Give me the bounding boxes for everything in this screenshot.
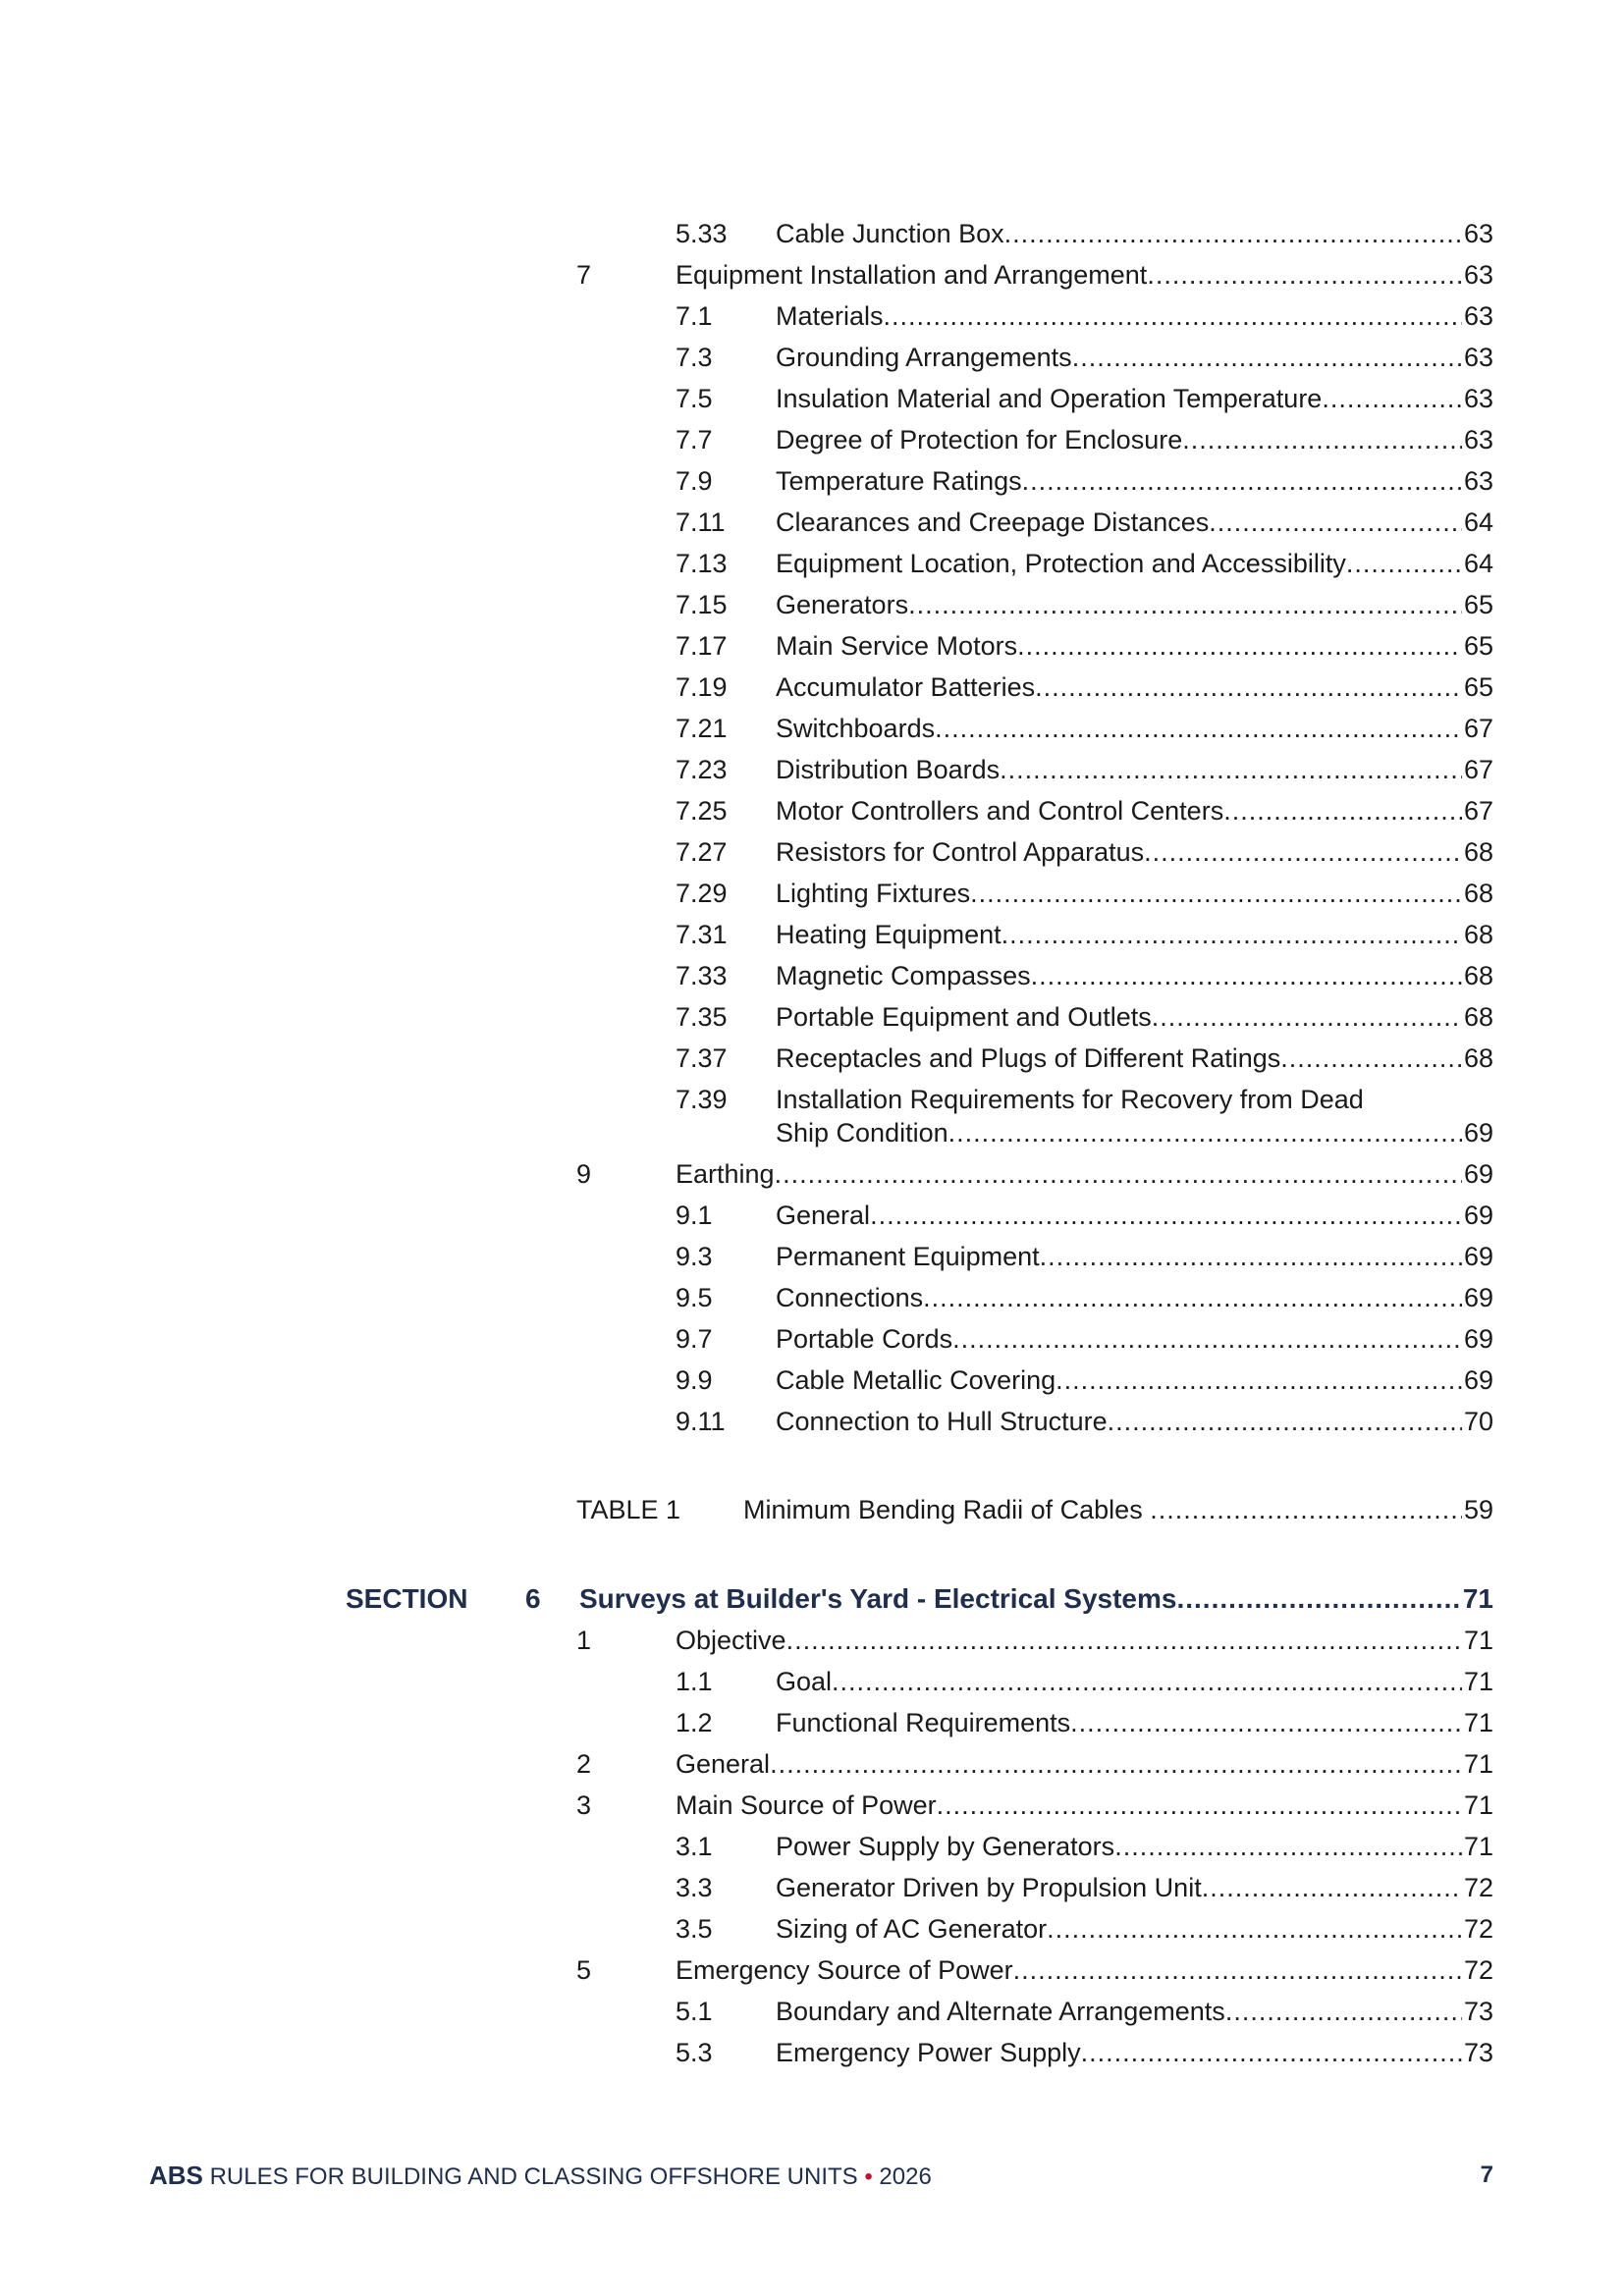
- entry-page: 71: [1463, 1832, 1493, 1861]
- entry-line: [776, 545, 1493, 582]
- entry-line: [776, 462, 1493, 500]
- leader-dots: [1108, 1403, 1462, 1440]
- entry-title: Objective: [676, 1626, 786, 1655]
- leader-dots: [908, 586, 1462, 623]
- entry-line: [776, 297, 1493, 335]
- toc-entry-7-37[interactable]: [676, 1040, 1493, 1077]
- leader-dots: [970, 875, 1462, 912]
- abs-logo-text: ABS: [149, 2161, 203, 2190]
- toc-entry-7-39[interactable]: [676, 1081, 1493, 1151]
- entry-page: 69: [1463, 1324, 1493, 1354]
- leader-dots: [935, 710, 1462, 747]
- entry-line: [776, 1993, 1493, 2030]
- toc-entry-1-1[interactable]: [676, 1663, 1493, 1700]
- leader-dots: [786, 1622, 1462, 1659]
- entry-page: 72: [1463, 1955, 1493, 1985]
- toc-entry-7-17[interactable]: [676, 627, 1493, 665]
- entry-number: 9.9: [676, 1365, 713, 1395]
- leader-dots: [1147, 256, 1462, 294]
- page-footer: [149, 2156, 1493, 2195]
- leader-dots: [1114, 1828, 1462, 1865]
- leader-dots: [1223, 792, 1462, 829]
- entry-line: [676, 1787, 1493, 1824]
- entry-number: 7.7: [676, 425, 713, 454]
- entry-number: 1.1: [676, 1667, 713, 1696]
- toc-entry-7-7[interactable]: [676, 421, 1493, 458]
- entry-title: Power Supply by Generators: [776, 1832, 1115, 1861]
- toc-entry-9[interactable]: [576, 1155, 1493, 1193]
- entry-title-line1: Installation Requirements for Recovery from Dead: [776, 1085, 1364, 1114]
- entry-number: TABLE 1: [576, 1495, 681, 1524]
- leader-dots: [1209, 504, 1462, 541]
- entry-page: 65: [1463, 672, 1493, 702]
- entry-title: Portable Cords: [776, 1324, 953, 1354]
- entry-title: General: [776, 1201, 871, 1230]
- entry-title: Ship Condition: [776, 1118, 948, 1148]
- toc-entry-7-31[interactable]: [676, 916, 1493, 953]
- entry-page: 69: [1463, 1201, 1493, 1230]
- entry-page: 71: [1463, 1749, 1493, 1779]
- entry-number: 3.3: [676, 1873, 713, 1902]
- leader-dots: [775, 1155, 1462, 1193]
- leader-dots: [870, 1197, 1462, 1234]
- entry-page: 68: [1463, 879, 1493, 908]
- leader-dots: [1152, 998, 1462, 1036]
- entry-page: 63: [1463, 260, 1493, 290]
- leader-dots: [1017, 627, 1462, 665]
- leader-dots: [1031, 957, 1462, 994]
- entry-title: Motor Controllers and Control Centers: [776, 796, 1224, 826]
- toc-entry-7-19[interactable]: [676, 668, 1493, 706]
- entry-number: 7.25: [676, 796, 728, 826]
- leader-dots: [1035, 668, 1462, 706]
- entry-line: [676, 1745, 1493, 1783]
- toc-entry-7-9[interactable]: [676, 462, 1493, 500]
- entry-line: [776, 1040, 1493, 1077]
- entry-number: 7.15: [676, 590, 728, 619]
- entry-title: Receptacles and Plugs of Different Ratings: [776, 1043, 1281, 1073]
- entry-title: Switchboards: [776, 714, 936, 743]
- entry-number: 7.17: [676, 631, 728, 661]
- leader-dots: [1013, 1951, 1462, 1989]
- section-number: 6: [525, 1583, 541, 1614]
- toc-entry-7-33[interactable]: [676, 957, 1493, 994]
- entry-line: [776, 215, 1493, 252]
- entry-number: 7.11: [676, 507, 726, 537]
- entry-line: [776, 2034, 1493, 2071]
- entry-number: 7.3: [676, 343, 713, 372]
- entry-title: Grounding Arrangements: [776, 343, 1072, 372]
- entry-number: 5.1: [676, 1997, 713, 2026]
- entry-line: [776, 1238, 1493, 1275]
- entry-page: 68: [1463, 961, 1493, 990]
- leader-dots: [1001, 916, 1462, 953]
- toc-entry-7-3[interactable]: [676, 339, 1493, 376]
- entry-page: 63: [1463, 384, 1493, 413]
- leader-dots: [1346, 545, 1462, 582]
- leader-dots: [1022, 462, 1462, 500]
- toc-entry-3-5[interactable]: [676, 1910, 1493, 1948]
- footer-text: RULES FOR BUILDING AND CLASSING OFFSHORE UNITS: [202, 2163, 865, 2190]
- toc-entry-1-2[interactable]: [676, 1704, 1493, 1741]
- entry-title: General: [676, 1749, 771, 1779]
- entry-line: [776, 339, 1493, 376]
- entry-page: 69: [1463, 1283, 1493, 1312]
- page-number: 7: [1480, 2162, 1493, 2188]
- toc-entry-9-9[interactable]: [676, 1362, 1493, 1399]
- toc-entry-7-27[interactable]: [676, 833, 1493, 871]
- toc-entry-9-1[interactable]: [676, 1197, 1493, 1234]
- entry-number: 7.5: [676, 384, 713, 413]
- entry-line: [776, 1403, 1493, 1440]
- toc-entry-7-5[interactable]: [676, 380, 1493, 417]
- toc-entry-7-35[interactable]: [676, 998, 1493, 1036]
- leader-dots: [1182, 421, 1462, 458]
- entry-title: Accumulator Batteries: [776, 672, 1036, 702]
- entry-title: Boundary and Alternate Arrangements: [776, 1997, 1225, 2026]
- entry-title: Main Source of Power: [676, 1790, 937, 1820]
- entry-page: 64: [1463, 549, 1493, 578]
- entry-number: 2: [576, 1749, 592, 1779]
- leader-dots: [1144, 833, 1462, 871]
- toc-entry-table-1[interactable]: [576, 1491, 1493, 1528]
- entry-page: 63: [1463, 219, 1493, 248]
- entry-number: 7.39: [676, 1085, 728, 1114]
- toc-entry-5-3[interactable]: [676, 2034, 1493, 2071]
- leader-dots: [1150, 1491, 1462, 1528]
- toc-entry-7[interactable]: [576, 256, 1493, 294]
- entry-line: [776, 751, 1493, 788]
- leader-dots: [884, 297, 1462, 335]
- entry-line: [743, 1491, 1493, 1528]
- entry-page: 64: [1463, 507, 1493, 537]
- leader-dots: [770, 1745, 1462, 1783]
- footer-title: [149, 2156, 932, 2197]
- entry-number: 7: [576, 260, 592, 290]
- entry-page: 63: [1463, 301, 1493, 331]
- entry-title: Heating Equipment: [776, 920, 1001, 949]
- toc-entry-9-5[interactable]: [676, 1279, 1493, 1316]
- entry-title: Sizing of AC Generator: [776, 1914, 1048, 1944]
- entry-title: Lighting Fixtures: [776, 879, 971, 908]
- entry-number: 7.1: [676, 301, 713, 331]
- entry-number: 3: [576, 1790, 592, 1820]
- leader-dots: [1004, 215, 1462, 252]
- entry-title: Portable Equipment and Outlets: [776, 1002, 1152, 1032]
- toc-entry-3-3[interactable]: [676, 1869, 1493, 1906]
- entry-number: 1.2: [676, 1708, 713, 1737]
- toc-entry-7-29[interactable]: [676, 875, 1493, 912]
- entry-title: Degree of Protection for Enclosure: [776, 425, 1183, 454]
- section-heading[interactable]: [0, 1579, 1493, 1619]
- toc-entry-7-1[interactable]: [676, 297, 1493, 335]
- leader-dots: [923, 1279, 1462, 1316]
- entry-line: [776, 1910, 1493, 1948]
- entry-number: 9.7: [676, 1324, 713, 1354]
- toc-entry-7-15[interactable]: [676, 586, 1493, 623]
- toc-entry-5-33[interactable]: [676, 215, 1493, 252]
- entry-page: 72: [1463, 1873, 1493, 1902]
- entry-number: 7.13: [676, 549, 728, 578]
- entry-number: 5.3: [676, 2038, 713, 2067]
- leader-dots: [1040, 1238, 1462, 1275]
- entry-title: Cable Metallic Covering: [776, 1365, 1056, 1395]
- toc-entry-5[interactable]: [576, 1951, 1493, 1989]
- entry-line: [776, 792, 1493, 829]
- leader-dots: [1322, 380, 1462, 417]
- entry-title: Magnetic Compasses: [776, 961, 1031, 990]
- toc-entry-7-23[interactable]: [676, 751, 1493, 788]
- entry-line: [676, 256, 1493, 294]
- footer-year: 2026: [872, 2163, 932, 2190]
- entry-page: 67: [1463, 755, 1493, 784]
- toc-entry-7-25[interactable]: [676, 792, 1493, 829]
- entry-page: 63: [1463, 343, 1493, 372]
- entry-number: 9.1: [676, 1201, 713, 1230]
- entry-title: Cable Junction Box: [776, 219, 1004, 248]
- entry-line: [776, 710, 1493, 747]
- entry-title: Permanent Equipment: [776, 1242, 1040, 1271]
- entry-line: [776, 1828, 1493, 1865]
- entry-number: 7.27: [676, 837, 728, 867]
- entry-page: 71: [1463, 1708, 1493, 1737]
- entry-number: 7.31: [676, 920, 728, 949]
- entry-title: Resistors for Control Apparatus: [776, 837, 1145, 867]
- entry-title: Distribution Boards: [776, 755, 1001, 784]
- leader-dots: [1070, 1704, 1462, 1741]
- entry-page: 71: [1463, 1626, 1493, 1655]
- entry-line: [776, 586, 1493, 623]
- entry-page: 63: [1463, 425, 1493, 454]
- entry-page: 59: [1463, 1495, 1493, 1524]
- entry-number: 9: [576, 1159, 592, 1189]
- entry-line: [776, 1197, 1493, 1234]
- entry-page: 67: [1463, 796, 1493, 826]
- entry-title: Minimum Bending Radii of Cables: [743, 1495, 1151, 1524]
- leader-dots: [1056, 1362, 1462, 1399]
- entry-line: [776, 668, 1493, 706]
- entry-page: 69: [1463, 1118, 1493, 1148]
- toc-entry-9-3[interactable]: [676, 1238, 1493, 1275]
- entry-number: 5: [576, 1955, 592, 1985]
- entry-title: Connection to Hull Structure: [776, 1407, 1108, 1436]
- toc-entry-9-11[interactable]: [676, 1403, 1493, 1440]
- entry-line: [676, 1155, 1493, 1193]
- entry-line: [776, 1114, 1493, 1151]
- entry-page: 65: [1463, 631, 1493, 661]
- entry-line: [776, 1704, 1493, 1741]
- entry-number: 7.19: [676, 672, 728, 702]
- leader-dots: [937, 1787, 1462, 1824]
- entry-title: Emergency Source of Power: [676, 1955, 1013, 1985]
- entry-title: Emergency Power Supply: [776, 2038, 1081, 2067]
- entry-page: 68: [1463, 837, 1493, 867]
- leader-dots: [1202, 1869, 1462, 1906]
- entry-title: Insulation Material and Operation Temperature: [776, 384, 1323, 413]
- leader-dots: [1176, 1579, 1460, 1619]
- entry-page: 72: [1463, 1914, 1493, 1944]
- entry-page: 69: [1463, 1365, 1493, 1395]
- entry-number: 3.1: [676, 1832, 713, 1861]
- entry-number: 7.33: [676, 961, 728, 990]
- entry-title: Goal: [776, 1667, 833, 1696]
- leader-dots: [1072, 339, 1462, 376]
- entry-line: [776, 1869, 1493, 1906]
- leader-dots: [1047, 1910, 1462, 1948]
- entry-title: Earthing: [676, 1159, 775, 1189]
- entry-line: [776, 916, 1493, 953]
- toc-entry-3-1[interactable]: [676, 1828, 1493, 1865]
- section-label: SECTION: [346, 1583, 468, 1614]
- entry-number: 9.11: [676, 1407, 726, 1436]
- entry-page: 67: [1463, 714, 1493, 743]
- entry-page: 73: [1463, 2038, 1493, 2067]
- leader-dots: [1000, 751, 1462, 788]
- entry-title: Equipment Installation and Arrangement: [676, 260, 1148, 290]
- entry-number: 7.29: [676, 879, 728, 908]
- entry-number: 9.5: [676, 1283, 713, 1312]
- entry-line: [776, 1663, 1493, 1700]
- entry-number: 3.5: [676, 1914, 713, 1944]
- footer-bullet: •: [864, 2163, 873, 2190]
- entry-title: Generator Driven by Propulsion Unit: [776, 1873, 1202, 1902]
- toc-entry-1[interactable]: [576, 1622, 1493, 1659]
- entry-line: [676, 1622, 1493, 1659]
- toc-entry-7-21[interactable]: [676, 710, 1493, 747]
- section-page: 71: [1462, 1583, 1493, 1614]
- entry-line: [776, 627, 1493, 665]
- entry-title: Materials: [776, 301, 884, 331]
- entry-line: [776, 1320, 1493, 1358]
- entry-page: 69: [1463, 1242, 1493, 1271]
- entry-page: 68: [1463, 920, 1493, 949]
- entry-page: 71: [1463, 1667, 1493, 1696]
- leader-dots: [1225, 1993, 1462, 2030]
- entry-page: 68: [1463, 1002, 1493, 1032]
- entry-title: Generators: [776, 590, 909, 619]
- entry-title: Connections: [776, 1283, 924, 1312]
- entry-number: 9.3: [676, 1242, 713, 1271]
- entry-page: 68: [1463, 1043, 1493, 1073]
- leader-dots: [832, 1663, 1462, 1700]
- leader-dots: [948, 1114, 1462, 1151]
- entry-title: Equipment Location, Protection and Accessibility: [776, 549, 1346, 578]
- entry-line: [776, 957, 1493, 994]
- entry-page: 73: [1463, 1997, 1493, 2026]
- leader-dots: [1280, 1040, 1462, 1077]
- toc-entry-2[interactable]: [576, 1745, 1493, 1783]
- entry-title: Main Service Motors: [776, 631, 1018, 661]
- entry-number: 7.23: [676, 755, 728, 784]
- entry-title: Temperature Ratings: [776, 466, 1022, 496]
- toc-entry-7-13[interactable]: [676, 545, 1493, 582]
- entry-line: [676, 1951, 1493, 1989]
- entry-number: 7.37: [676, 1043, 728, 1073]
- entry-line: [776, 421, 1493, 458]
- entry-page: 65: [1463, 590, 1493, 619]
- toc-entry-7-11[interactable]: [676, 504, 1493, 541]
- toc-entry-5-1[interactable]: [676, 1993, 1493, 2030]
- entry-page: 63: [1463, 466, 1493, 496]
- entry-number: 7.21: [676, 714, 728, 743]
- leader-dots: [1081, 2034, 1462, 2071]
- toc-entry-9-7[interactable]: [676, 1320, 1493, 1358]
- entry-page: 71: [1463, 1790, 1493, 1820]
- entry-number: 7.35: [676, 1002, 728, 1032]
- section-title: Surveys at Builder's Yard - Electrical Systems: [579, 1583, 1177, 1614]
- toc-entry-3[interactable]: [576, 1787, 1493, 1824]
- entry-title: Clearances and Creepage Distances: [776, 507, 1210, 537]
- entry-page: 70: [1463, 1407, 1493, 1436]
- entry-title: Functional Requirements: [776, 1708, 1071, 1737]
- entry-number: 7.9: [676, 466, 713, 496]
- entry-line: [776, 875, 1493, 912]
- entry-line: [776, 1362, 1493, 1399]
- entry-line: [776, 998, 1493, 1036]
- leader-dots: [952, 1320, 1462, 1358]
- entry-page: 69: [1463, 1159, 1493, 1189]
- section-entry-line: [579, 1579, 1493, 1619]
- entry-line: [776, 504, 1493, 541]
- entry-number: 1: [576, 1626, 592, 1655]
- entry-number: 5.33: [676, 219, 728, 248]
- entry-line: [776, 833, 1493, 871]
- entry-line: [776, 1279, 1493, 1316]
- entry-line: [776, 380, 1493, 417]
